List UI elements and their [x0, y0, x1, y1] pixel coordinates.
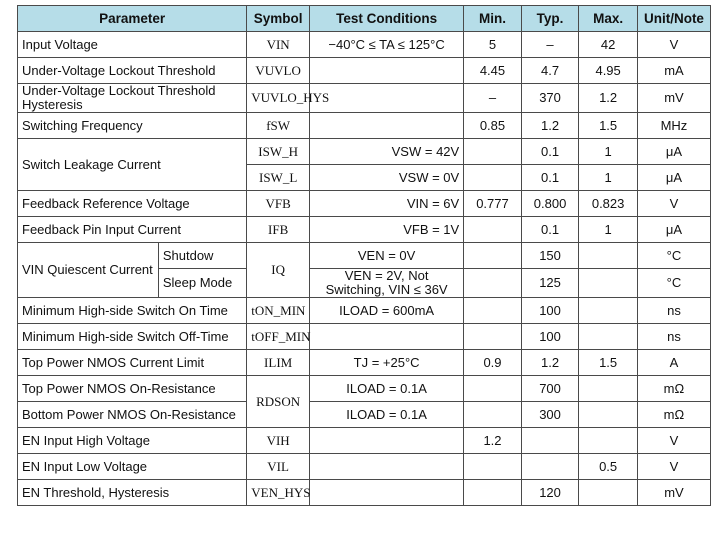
min-cell: 1.2	[464, 428, 522, 454]
min-cell	[464, 324, 522, 350]
unit-cell: μA	[637, 139, 710, 165]
symbol-cell: VUVLO	[247, 58, 310, 84]
min-cell	[464, 217, 522, 243]
typ-cell: 100	[521, 298, 579, 324]
table-row	[18, 376, 711, 402]
max-cell	[579, 269, 638, 298]
typ-cell: 700	[521, 376, 579, 402]
symbol-cell: IFB	[247, 217, 310, 243]
unit-cell: V	[637, 454, 710, 480]
condition-cell	[309, 324, 463, 350]
header-max: Max.	[579, 6, 638, 32]
symbol-cell: fSW	[247, 113, 310, 139]
condition-cell: VSW = 42V	[309, 139, 463, 165]
typ-cell	[521, 454, 579, 480]
min-cell: 5	[464, 32, 522, 58]
table-row	[18, 32, 711, 58]
param-cell: Input Voltage	[18, 32, 247, 58]
typ-cell: 0.1	[521, 165, 579, 191]
max-cell: 1	[579, 217, 638, 243]
header-typ: Typ.	[521, 6, 579, 32]
symbol-cell: ISW_H	[247, 139, 310, 165]
condition-cell: VFB = 1V	[309, 217, 463, 243]
symbol-cell: tOFF_MIN	[247, 324, 310, 350]
min-cell: 0.9	[464, 350, 522, 376]
unit-cell: V	[637, 428, 710, 454]
param-cell: EN Threshold, Hysteresis	[18, 480, 247, 506]
typ-cell: –	[521, 32, 579, 58]
condition-cell	[309, 480, 463, 506]
min-cell	[464, 165, 522, 191]
unit-cell: mA	[637, 58, 710, 84]
unit-cell: μA	[637, 217, 710, 243]
typ-cell: 125	[521, 269, 579, 298]
symbol-cell: RDSON	[247, 376, 310, 428]
condition-cell: VSW = 0V	[309, 165, 463, 191]
max-cell	[579, 298, 638, 324]
condition-cell: TJ = +25°C	[309, 350, 463, 376]
unit-cell: V	[637, 32, 710, 58]
unit-cell: °C	[637, 269, 710, 298]
min-cell	[464, 243, 522, 269]
param-cell: Under-Voltage Lockout Threshold	[18, 58, 247, 84]
header-row	[18, 6, 711, 32]
typ-cell: 120	[521, 480, 579, 506]
condition-cell: ILOAD = 0.1A	[309, 376, 463, 402]
typ-cell: 370	[521, 84, 579, 113]
unit-cell: A	[637, 350, 710, 376]
symbol-cell: ISW_L	[247, 165, 310, 191]
param-cell: EN Input Low Voltage	[18, 454, 247, 480]
symbol-cell: ILIM	[247, 350, 310, 376]
unit-cell: V	[637, 191, 710, 217]
param-cell: Under-Voltage Lockout Threshold Hysteresis	[18, 84, 247, 113]
param-cell: Top Power NMOS On-Resistance	[18, 376, 247, 402]
typ-cell: 100	[521, 324, 579, 350]
table-row	[18, 324, 711, 350]
condition-cell: VIN = 6V	[309, 191, 463, 217]
param-cell: EN Input High Voltage	[18, 428, 247, 454]
typ-cell	[521, 428, 579, 454]
symbol-cell: VEN_HYS	[247, 480, 310, 506]
max-cell	[579, 402, 638, 428]
unit-cell: mΩ	[637, 376, 710, 402]
typ-cell: 1.2	[521, 350, 579, 376]
table-row	[18, 58, 711, 84]
param-cell: Minimum High-side Switch Off-Time	[18, 324, 247, 350]
min-cell	[464, 269, 522, 298]
unit-cell: °C	[637, 243, 710, 269]
table-row	[18, 191, 711, 217]
header-symbol: Symbol	[247, 6, 310, 32]
electrical-characteristics-table	[17, 5, 711, 506]
condition-cell: VEN = 0V	[309, 243, 463, 269]
typ-cell: 0.800	[521, 191, 579, 217]
min-cell	[464, 480, 522, 506]
max-cell	[579, 480, 638, 506]
param-cell: Minimum High-side Switch On Time	[18, 298, 247, 324]
table-row	[18, 350, 711, 376]
unit-cell: MHz	[637, 113, 710, 139]
condition-cell	[309, 269, 463, 298]
condition-cell	[309, 454, 463, 480]
param-cell: Switching Frequency	[18, 113, 247, 139]
condition-line: Switching, VIN ≤ 36V	[325, 282, 448, 297]
header-min: Min.	[464, 6, 522, 32]
max-cell: 1.5	[579, 113, 638, 139]
condition-line: VEN = 2V, Not	[344, 268, 429, 283]
param-cell: Feedback Pin Input Current	[18, 217, 247, 243]
param-cell: VIN Quiescent Current	[18, 243, 159, 298]
min-cell	[464, 454, 522, 480]
typ-cell: 4.7	[521, 58, 579, 84]
typ-cell: 150	[521, 243, 579, 269]
min-cell	[464, 139, 522, 165]
min-cell: 4.45	[464, 58, 522, 84]
max-cell: 1.2	[579, 84, 638, 113]
header-unit: Unit/Note	[637, 6, 710, 32]
table-row	[18, 113, 711, 139]
param-cell: Bottom Power NMOS On-Resistance	[18, 402, 247, 428]
max-cell: 42	[579, 32, 638, 58]
max-cell	[579, 376, 638, 402]
table-row	[18, 298, 711, 324]
header-conditions: Test Conditions	[309, 6, 463, 32]
condition-cell: −40°C ≤ TA ≤ 125°C	[309, 32, 463, 58]
param-cell: Switch Leakage Current	[18, 139, 247, 191]
max-cell: 0.5	[579, 454, 638, 480]
condition-cell	[309, 428, 463, 454]
symbol-cell: VIH	[247, 428, 310, 454]
unit-cell: mΩ	[637, 402, 710, 428]
typ-cell: 0.1	[521, 139, 579, 165]
symbol-cell: VIL	[247, 454, 310, 480]
max-cell: 1.5	[579, 350, 638, 376]
header-parameter: Parameter	[18, 6, 247, 32]
param-cell: Feedback Reference Voltage	[18, 191, 247, 217]
min-cell	[464, 376, 522, 402]
max-cell	[579, 243, 638, 269]
unit-cell: mV	[637, 84, 710, 113]
max-cell: 4.95	[579, 58, 638, 84]
table-row	[18, 402, 711, 428]
table-row	[18, 243, 711, 269]
max-cell	[579, 428, 638, 454]
max-cell: 1	[579, 139, 638, 165]
typ-cell: 0.1	[521, 217, 579, 243]
condition-cell	[309, 84, 463, 113]
min-cell	[464, 298, 522, 324]
typ-cell: 1.2	[521, 113, 579, 139]
max-cell	[579, 324, 638, 350]
condition-cell: ILOAD = 600mA	[309, 298, 463, 324]
symbol-cell: VIN	[247, 32, 310, 58]
condition-cell: ILOAD = 0.1A	[309, 402, 463, 428]
unit-cell: ns	[637, 298, 710, 324]
unit-cell: μA	[637, 165, 710, 191]
unit-cell: ns	[637, 324, 710, 350]
table-row	[18, 428, 711, 454]
table-row	[18, 139, 711, 165]
unit-cell: mV	[637, 480, 710, 506]
mode-cell: Shutdow	[158, 243, 246, 269]
condition-cell	[309, 58, 463, 84]
min-cell	[464, 402, 522, 428]
min-cell: 0.85	[464, 113, 522, 139]
min-cell: 0.777	[464, 191, 522, 217]
condition-cell	[309, 113, 463, 139]
max-cell: 0.823	[579, 191, 638, 217]
table-row	[18, 217, 711, 243]
symbol-cell: tON_MIN	[247, 298, 310, 324]
mode-cell: Sleep Mode	[158, 269, 246, 298]
symbol-cell: VUVLO_HYS	[247, 84, 310, 113]
table-row	[18, 454, 711, 480]
symbol-cell: IQ	[247, 243, 310, 298]
typ-cell: 300	[521, 402, 579, 428]
param-cell: Top Power NMOS Current Limit	[18, 350, 247, 376]
min-cell: –	[464, 84, 522, 113]
symbol-cell: VFB	[247, 191, 310, 217]
table-row	[18, 84, 711, 113]
max-cell: 1	[579, 165, 638, 191]
table-row	[18, 480, 711, 506]
